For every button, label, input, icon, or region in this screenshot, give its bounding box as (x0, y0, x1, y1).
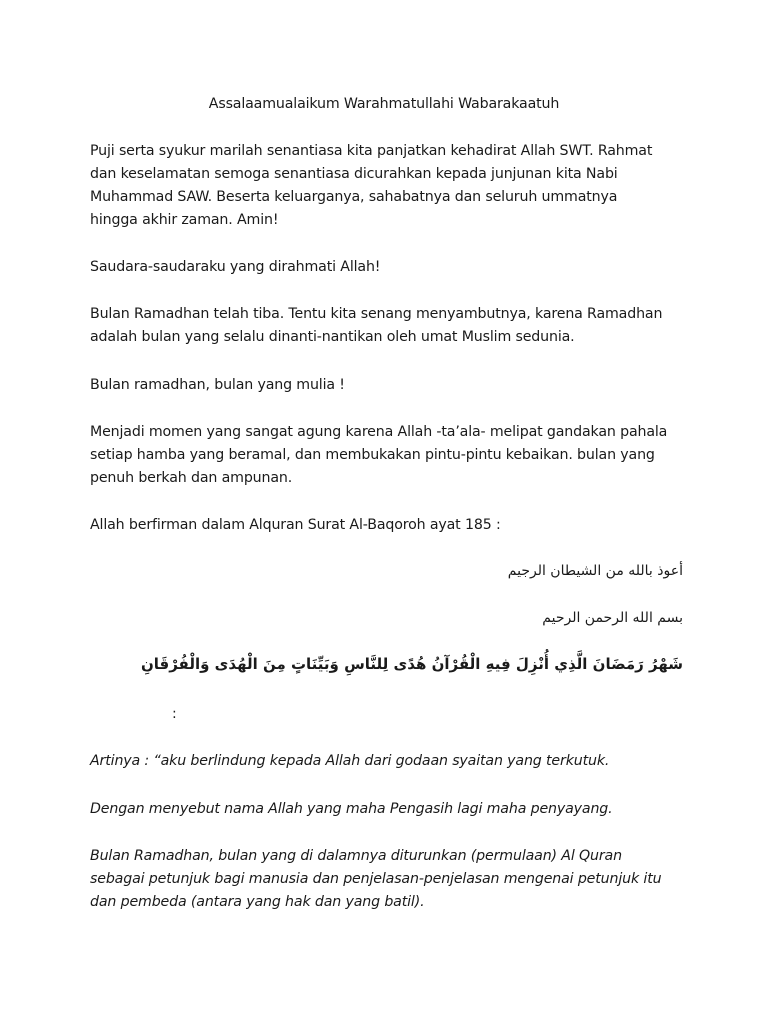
arabic-basmalah: بسم الله الرحمن الرحيم (542, 610, 683, 626)
arabic-taawudz: أعوذ بالله من الشيطان الرجيم (507, 563, 683, 579)
greeting-heading: Assalaamualaikum Warahmatullahi Wabarakaatuh (208, 96, 560, 112)
translation-line: sebagai petunjuk bagi manusia dan penjelasan-penjelasan mengenai petunjuk itu (90, 871, 662, 887)
paragraph-line: dan keselamatan semoga senantiasa dicurahkan kepada junjunan kita Nabi (90, 166, 618, 182)
paragraph-line: Saudara-saudaraku yang dirahmati Allah! (90, 259, 381, 275)
paragraph-line: Bulan Ramadhan telah tiba. Tentu kita senang menyambutnya, karena Ramadhan (90, 306, 663, 322)
translation-line: Bulan Ramadhan, bulan yang di dalamnya diturunkan (permulaan) Al Quran (90, 848, 622, 864)
translation-line: Artinya : “aku berlindung kepada Allah dari godaan syaitan yang terkutuk. (90, 753, 610, 769)
paragraph-line: adalah bulan yang selalu dinanti-nantikan oleh umat Muslim sedunia. (90, 329, 575, 345)
paragraph-line: Muhammad SAW. Beserta keluarganya, sahabatnya dan seluruh ummatnya (90, 189, 618, 205)
paragraph-line: setiap hamba yang beramal, dan membukakan pintu-pintu kebaikan. bulan yang (90, 447, 655, 463)
translation-line: Dengan menyebut nama Allah yang maha Pengasih lagi maha penyayang. (90, 801, 613, 817)
paragraph-line: penuh berkah dan ampunan. (90, 470, 293, 486)
paragraph-line: Menjadi momen yang sangat agung karena Allah -ta’ala- melipat gandakan pahala (90, 424, 668, 440)
paragraph-line: Bulan ramadhan, bulan yang mulia ! (90, 377, 345, 393)
arabic-verse: شَهْرُ رَمَضَانَ الَّذِي أُنْزِلَ فِيهِ الْقُرْآنُ هُدًى لِلنَّاسِ وَبَيِّنَاتٍ مِنَ الْهُدَى وَالْفُرْقَانِ (140, 655, 683, 673)
paragraph-line: Puji serta syukur marilah senantiasa kita panjatkan kehadirat Allah SWT. Rahmat (90, 143, 653, 159)
paragraph-line: hingga akhir zaman. Amin! (90, 212, 279, 228)
translation-line: dan pembeda (antara yang hak dan yang batil). (90, 894, 425, 910)
paragraph-line: Allah berfirman dalam Alquran Surat Al-Baqoroh ayat 185 : (90, 517, 501, 533)
colon-mark: : (172, 706, 177, 722)
